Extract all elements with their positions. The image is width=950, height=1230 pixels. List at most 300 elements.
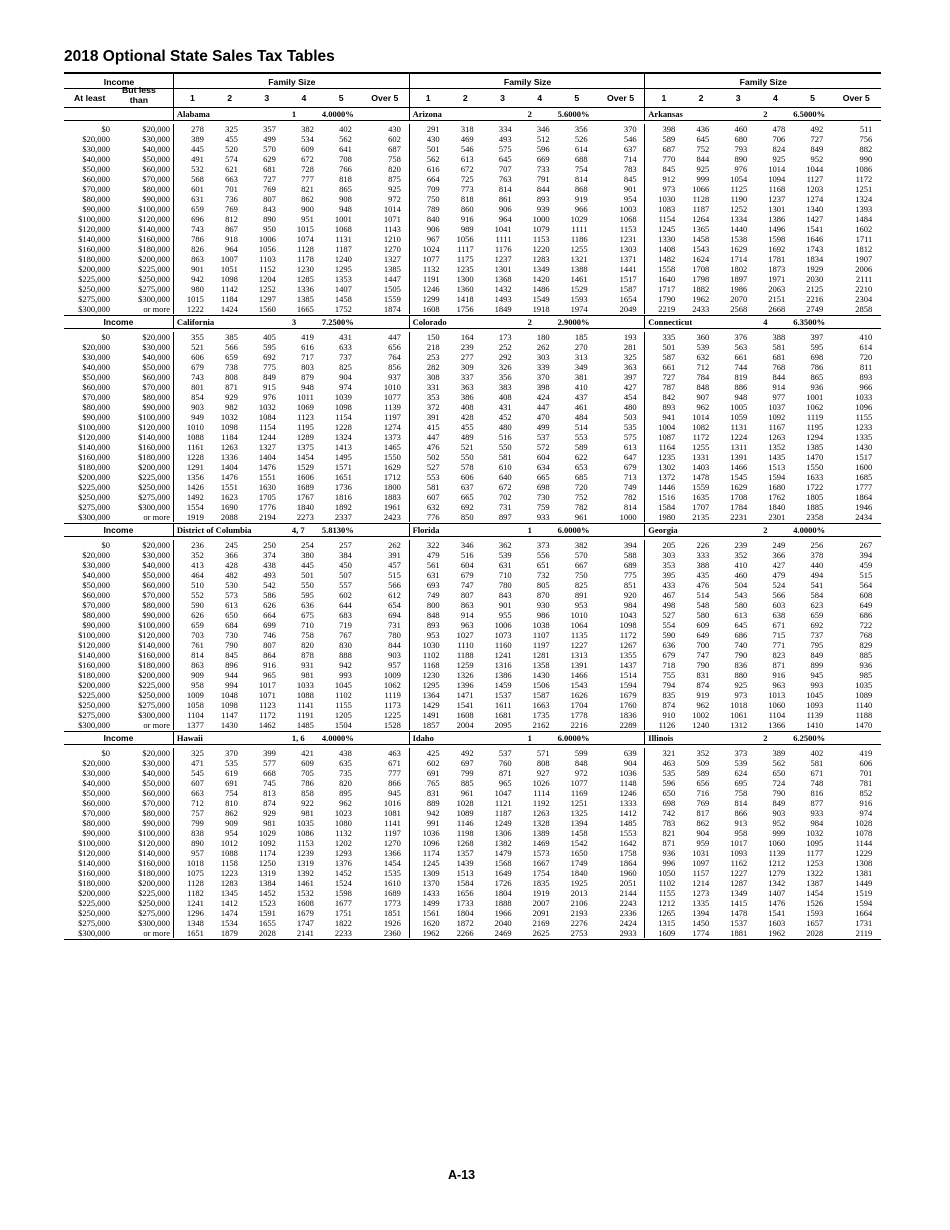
tax-value: 1066 [692, 184, 710, 194]
tax-value: 1370 [422, 878, 440, 888]
tax-value: 737 [810, 630, 824, 640]
tax-value: 469 [460, 134, 474, 144]
state-values [410, 748, 646, 938]
tax-value: 1433 [422, 888, 440, 898]
tax-value: 2007 [532, 898, 550, 908]
state-rate: 6.3500% [793, 317, 826, 327]
tax-value: 712 [696, 362, 710, 372]
tax-value: 1017 [730, 838, 748, 848]
tax-value: 568 [191, 174, 204, 184]
tax-value: 577 [263, 758, 276, 768]
tax-value: 1169 [570, 788, 588, 798]
tax-value: 609 [301, 144, 314, 154]
tax-value: 370 [536, 372, 550, 382]
table-sections [64, 108, 881, 940]
tax-value: 1007 [220, 254, 238, 264]
tax-value: 1168 [768, 184, 786, 194]
tax-value: 603 [772, 600, 786, 610]
tax-value: 719 [339, 620, 352, 630]
bracket-at-least: $100,000 [78, 422, 110, 432]
family-size-values-column [410, 332, 440, 522]
tax-value: 636 [662, 640, 676, 650]
section-body [64, 537, 881, 731]
tax-value: 863 [191, 660, 204, 670]
tax-value: 647 [623, 452, 637, 462]
state-rate: 5.8130% [321, 525, 354, 535]
state-rate: 6.0000% [557, 733, 590, 743]
bracket-but-less-than: $70,000 [142, 590, 170, 600]
tax-value: 1404 [258, 452, 276, 462]
tax-value: 492 [810, 124, 824, 134]
tax-value: 727 [662, 372, 676, 382]
tax-value: 964 [498, 214, 512, 224]
tax-value: 584 [810, 590, 824, 600]
tax-value: 1241 [186, 898, 204, 908]
tax-value: 817 [696, 808, 710, 818]
tax-value: 1864 [855, 492, 873, 502]
tax-value: 1524 [334, 878, 352, 888]
tax-value: 185 [574, 332, 588, 342]
tax-value: 962 [339, 798, 352, 808]
tax-value: 245 [225, 540, 238, 550]
state-header-row [64, 732, 881, 745]
tax-value: 515 [388, 570, 401, 580]
tax-value: 383 [498, 382, 512, 392]
tax-value: 1352 [768, 442, 786, 452]
tax-value: 1493 [494, 294, 512, 304]
bracket-but-less-than: $80,000 [142, 392, 170, 402]
tax-value: 1802 [730, 264, 748, 274]
family-size-columns [410, 93, 646, 103]
tax-value: 1301 [768, 204, 786, 214]
family-size-values-column [785, 748, 823, 938]
tax-value: 1778 [570, 710, 588, 720]
tax-value: 699 [263, 620, 276, 630]
tax-value: 1237 [768, 194, 786, 204]
tax-value: 777 [388, 768, 401, 778]
state-note: 1 [291, 109, 297, 119]
tax-value: 1294 [806, 432, 824, 442]
tax-value: 2040 [494, 918, 512, 928]
tax-value: 308 [426, 372, 440, 382]
tax-value: 1009 [383, 670, 401, 680]
tax-value: 1144 [855, 838, 873, 848]
family-size-values-column [512, 540, 550, 730]
tax-value: 907 [696, 392, 710, 402]
tax-value: 1373 [383, 432, 401, 442]
family-size-values-column [645, 332, 675, 522]
tax-value: 1237 [494, 254, 512, 264]
but-less-than-column [110, 748, 170, 938]
tax-value: 2125 [806, 284, 824, 294]
tax-value: 1011 [297, 392, 314, 402]
bracket-but-less-than: $100,000 [138, 828, 170, 838]
bracket-at-least: $200,000 [78, 472, 110, 482]
family-size-values-column [204, 748, 238, 938]
tax-value: 661 [662, 362, 676, 372]
tax-value: 2216 [570, 720, 588, 730]
bracket-at-least: $40,000 [82, 362, 110, 372]
tax-value: 850 [460, 512, 474, 522]
tax-value: 961 [574, 512, 588, 522]
bracket-but-less-than: $275,000 [138, 908, 170, 918]
bracket-but-less-than: $30,000 [142, 134, 170, 144]
family-size-values-column [675, 124, 709, 314]
tax-value: 1239 [296, 848, 314, 858]
tax-value: 954 [225, 828, 238, 838]
tax-value: 1096 [422, 838, 440, 848]
tax-value: 1568 [494, 858, 512, 868]
family-size-values-column [276, 748, 314, 938]
tax-value: 1798 [692, 274, 710, 284]
tax-value: 1537 [494, 690, 512, 700]
tax-value: 1598 [768, 234, 786, 244]
tax-value: 1366 [383, 848, 401, 858]
tax-value: 532 [191, 164, 204, 174]
state-rate: 7.2500% [321, 317, 354, 327]
family-size-values-column [174, 748, 204, 938]
tax-value: 916 [772, 670, 786, 680]
family-size-values-column [550, 124, 588, 314]
tax-value: 897 [498, 512, 512, 522]
tax-value: 1132 [422, 264, 440, 274]
tax-value: 993 [339, 670, 352, 680]
tax-value: 539 [498, 550, 512, 560]
tax-value: 1228 [186, 452, 204, 462]
family-size-values-column [645, 124, 675, 314]
tax-value: 1306 [494, 828, 512, 838]
bracket-at-least: $80,000 [82, 194, 110, 204]
tax-value: 303 [662, 550, 676, 560]
tax-value: 542 [263, 580, 276, 590]
tax-value: 1800 [383, 482, 401, 492]
tax-value: 710 [498, 570, 512, 580]
tax-value: 1430 [220, 720, 238, 730]
tax-value: 1006 [494, 620, 512, 630]
tax-value: 1857 [422, 720, 440, 730]
tax-value: 1204 [258, 274, 276, 284]
tax-value: 428 [225, 560, 238, 570]
tax-value: 1264 [692, 214, 710, 224]
bracket-but-less-than: or more [143, 720, 170, 730]
tax-value: 868 [574, 184, 588, 194]
tax-value: 645 [498, 154, 512, 164]
tax-value: 370 [225, 748, 238, 758]
tax-value: 1161 [187, 442, 204, 452]
tax-value: 808 [536, 758, 550, 768]
tax-value: 309 [460, 362, 474, 372]
family-size-values-column [588, 124, 637, 314]
bracket-at-least: $140,000 [78, 650, 110, 660]
tax-value: 889 [426, 798, 440, 808]
tax-value: 1470 [855, 720, 873, 730]
family-size-values-column [512, 748, 550, 938]
tax-value: 650 [662, 788, 676, 798]
tax-value: 639 [623, 748, 637, 758]
tax-value: 758 [301, 630, 314, 640]
state-values [174, 540, 410, 730]
tax-value: 1121 [494, 798, 512, 808]
tax-value: 1704 [570, 700, 588, 710]
tax-value: 499 [536, 422, 550, 432]
tax-value: 236 [191, 540, 204, 550]
bracket-at-least: $140,000 [78, 442, 110, 452]
tax-value: 1465 [383, 442, 401, 452]
bracket-but-less-than: $30,000 [142, 758, 170, 768]
tax-value: 1319 [258, 868, 276, 878]
tax-value: 849 [810, 144, 824, 154]
family-size-values-column [440, 540, 474, 730]
family-size-column-label: 4 [537, 93, 543, 103]
tax-value: 866 [734, 808, 748, 818]
tax-value: 1139 [768, 848, 786, 858]
state-values [174, 748, 410, 938]
tax-value: 1429 [422, 700, 440, 710]
tax-value: 1499 [422, 898, 440, 908]
bracket-at-least: $50,000 [82, 164, 110, 174]
tax-value: 1233 [855, 422, 873, 432]
tax-value: 1551 [258, 472, 276, 482]
tax-value: 613 [460, 154, 474, 164]
tax-value: 814 [498, 184, 512, 194]
tax-value: 1424 [220, 304, 238, 314]
tax-value: 1781 [768, 254, 786, 264]
tax-value: 606 [191, 352, 204, 362]
tax-value: 1430 [855, 442, 873, 452]
tax-value: 786 [810, 362, 824, 372]
tax-value: 659 [191, 204, 204, 214]
tax-value: 799 [460, 768, 474, 778]
tax-value: 537 [536, 432, 550, 442]
tax-value: 575 [498, 144, 512, 154]
tax-value: 977 [772, 392, 786, 402]
tax-value: 1584 [456, 878, 474, 888]
bracket-but-less-than: $200,000 [138, 670, 170, 680]
tax-value: 395 [662, 570, 676, 580]
tax-value: 1571 [334, 462, 352, 472]
tax-value: 1103 [259, 254, 276, 264]
tax-value: 845 [225, 650, 238, 660]
tax-value: 2933 [619, 928, 637, 938]
tax-value: 1962 [692, 294, 710, 304]
tax-value: 1650 [570, 848, 588, 858]
tax-value: 355 [191, 332, 204, 342]
tax-value: 1093 [806, 700, 824, 710]
tax-value: 1602 [855, 224, 873, 234]
tax-value: 325 [191, 748, 204, 758]
tax-value: 262 [536, 342, 550, 352]
tax-value: 1038 [532, 620, 550, 630]
tax-value: 1381 [855, 868, 873, 878]
tax-value: 270 [574, 342, 588, 352]
tax-value: 826 [191, 244, 204, 254]
bracket-but-less-than: $80,000 [142, 600, 170, 610]
bracket-but-less-than: $50,000 [142, 778, 170, 788]
family-size-values-column [174, 540, 204, 730]
tax-value: 431 [498, 402, 512, 412]
bracket-but-less-than: $60,000 [142, 164, 170, 174]
tax-value: 984 [623, 600, 637, 610]
tax-value: 1230 [422, 670, 440, 680]
tax-value: 754 [225, 788, 238, 798]
tax-value: 731 [388, 620, 401, 630]
tax-value: 1471 [456, 690, 474, 700]
tax-value: 1357 [456, 848, 474, 858]
tax-value: 1096 [855, 402, 873, 412]
tax-value: 679 [191, 362, 204, 372]
tax-value: 1386 [494, 670, 512, 680]
tax-value: 1532 [296, 888, 314, 898]
family-size-header [645, 73, 881, 107]
tax-value: 553 [574, 432, 588, 442]
tax-value: 1960 [619, 868, 637, 878]
tax-value: 925 [388, 184, 401, 194]
tax-value: 1107 [532, 630, 550, 640]
bracket-at-least: $20,000 [82, 550, 110, 560]
tax-value: 1246 [422, 284, 440, 294]
tax-value: 515 [859, 570, 873, 580]
tax-value: 619 [225, 768, 238, 778]
tax-value: 1470 [806, 452, 824, 462]
tax-value: 1068 [334, 224, 352, 234]
tax-value: 1060 [768, 838, 786, 848]
tax-value: 2749 [806, 304, 824, 314]
tax-value: 871 [662, 838, 676, 848]
family-size-values-column [785, 332, 823, 522]
tax-value: 1155 [855, 412, 873, 422]
tax-value: 671 [388, 758, 401, 768]
tax-value: 744 [734, 362, 748, 372]
income-label: Income [64, 524, 174, 536]
tax-value: 2106 [570, 898, 588, 908]
tax-value: 1594 [619, 680, 637, 690]
tax-value: 849 [772, 798, 786, 808]
tax-value: 1708 [692, 264, 710, 274]
family-size-values-column [238, 540, 276, 730]
tax-value: 781 [859, 778, 873, 788]
tax-value: 1348 [186, 918, 204, 928]
tax-value: 843 [263, 204, 276, 214]
tax-value: 1623 [220, 492, 238, 502]
tax-value: 1023 [334, 808, 352, 818]
tax-value: 1141 [384, 818, 401, 828]
tax-value: 2568 [730, 304, 748, 314]
tax-value: 2006 [855, 264, 873, 274]
tax-value: 1111 [495, 234, 512, 244]
tax-value: 984 [810, 818, 824, 828]
tax-value: 546 [460, 144, 474, 154]
tax-value: 502 [426, 452, 440, 462]
bracket-at-least: $300,000 [78, 304, 110, 314]
tax-value: 820 [339, 778, 352, 788]
tax-value: 292 [498, 352, 512, 362]
tax-value: 459 [859, 560, 873, 570]
tax-value: 752 [696, 144, 710, 154]
tax-value: 636 [301, 600, 314, 610]
tax-value: 688 [574, 154, 588, 164]
tax-value: 668 [263, 768, 276, 778]
tax-value: 952 [810, 154, 824, 164]
tax-value: 659 [191, 620, 204, 630]
tax-value: 871 [772, 660, 786, 670]
page-number: A-13 [448, 1168, 476, 1182]
tax-value: 769 [225, 204, 238, 214]
tax-value: 693 [426, 580, 440, 590]
tax-value: 1328 [532, 818, 550, 828]
tax-value: 1265 [658, 908, 676, 918]
tax-value: 590 [191, 600, 204, 610]
tax-value: 1295 [422, 680, 440, 690]
family-size-values-column [276, 540, 314, 730]
tax-value: 480 [623, 402, 637, 412]
tax-value: 1864 [619, 858, 637, 868]
bracket-but-less-than: $140,000 [138, 848, 170, 858]
tax-value: 1251 [570, 798, 588, 808]
tax-table [64, 73, 881, 940]
tax-value: 1712 [383, 472, 401, 482]
tax-value: 1297 [258, 294, 276, 304]
tax-value: 1926 [383, 918, 401, 928]
tax-value: 1303 [619, 244, 637, 254]
tax-value: 945 [810, 670, 824, 680]
tax-value: 684 [225, 620, 238, 630]
tax-value: 602 [426, 758, 440, 768]
tax-value: 1685 [855, 472, 873, 482]
tax-value: 1679 [296, 908, 314, 918]
tax-value: 1609 [658, 928, 676, 938]
bracket-at-least: $200,000 [78, 680, 110, 690]
tax-value: 571 [536, 748, 550, 758]
tax-value: 727 [263, 174, 276, 184]
tax-value: 738 [225, 362, 238, 372]
tax-value: 526 [574, 134, 588, 144]
tax-value: 501 [426, 144, 440, 154]
tax-value: 961 [460, 788, 474, 798]
tax-value: 1496 [768, 224, 786, 234]
table-section [64, 524, 881, 732]
bracket-but-less-than: $120,000 [138, 214, 170, 224]
tax-value: 720 [574, 482, 588, 492]
tax-value: 747 [696, 650, 710, 660]
tax-value: 691 [225, 778, 238, 788]
bracket-but-less-than: $50,000 [142, 570, 170, 580]
tax-value: 1331 [692, 452, 710, 462]
tax-value: 1131 [335, 234, 352, 244]
tax-value: 1491 [422, 710, 440, 720]
tax-value: 450 [339, 560, 352, 570]
tax-value: 1517 [855, 452, 873, 462]
tax-value: 1131 [730, 422, 748, 432]
tax-value: 1141 [297, 700, 314, 710]
tax-value: 681 [772, 352, 786, 362]
tax-value: 1321 [570, 254, 588, 264]
state-name: Georgia [648, 525, 678, 535]
tax-value: 976 [734, 164, 748, 174]
family-size-values-column [645, 540, 675, 730]
tax-value: 1883 [383, 492, 401, 502]
tax-value: 2028 [806, 928, 824, 938]
tax-value: 1110 [457, 640, 474, 650]
tax-value: 1030 [422, 640, 440, 650]
tax-value: 1743 [806, 244, 824, 254]
tax-value: 410 [859, 332, 873, 342]
tax-value: 844 [536, 184, 550, 194]
tax-value: 1667 [532, 858, 550, 868]
tax-value: 844 [388, 640, 401, 650]
family-size-values-column [204, 332, 238, 522]
bracket-at-least: $40,000 [82, 154, 110, 164]
tax-value: 504 [734, 580, 748, 590]
